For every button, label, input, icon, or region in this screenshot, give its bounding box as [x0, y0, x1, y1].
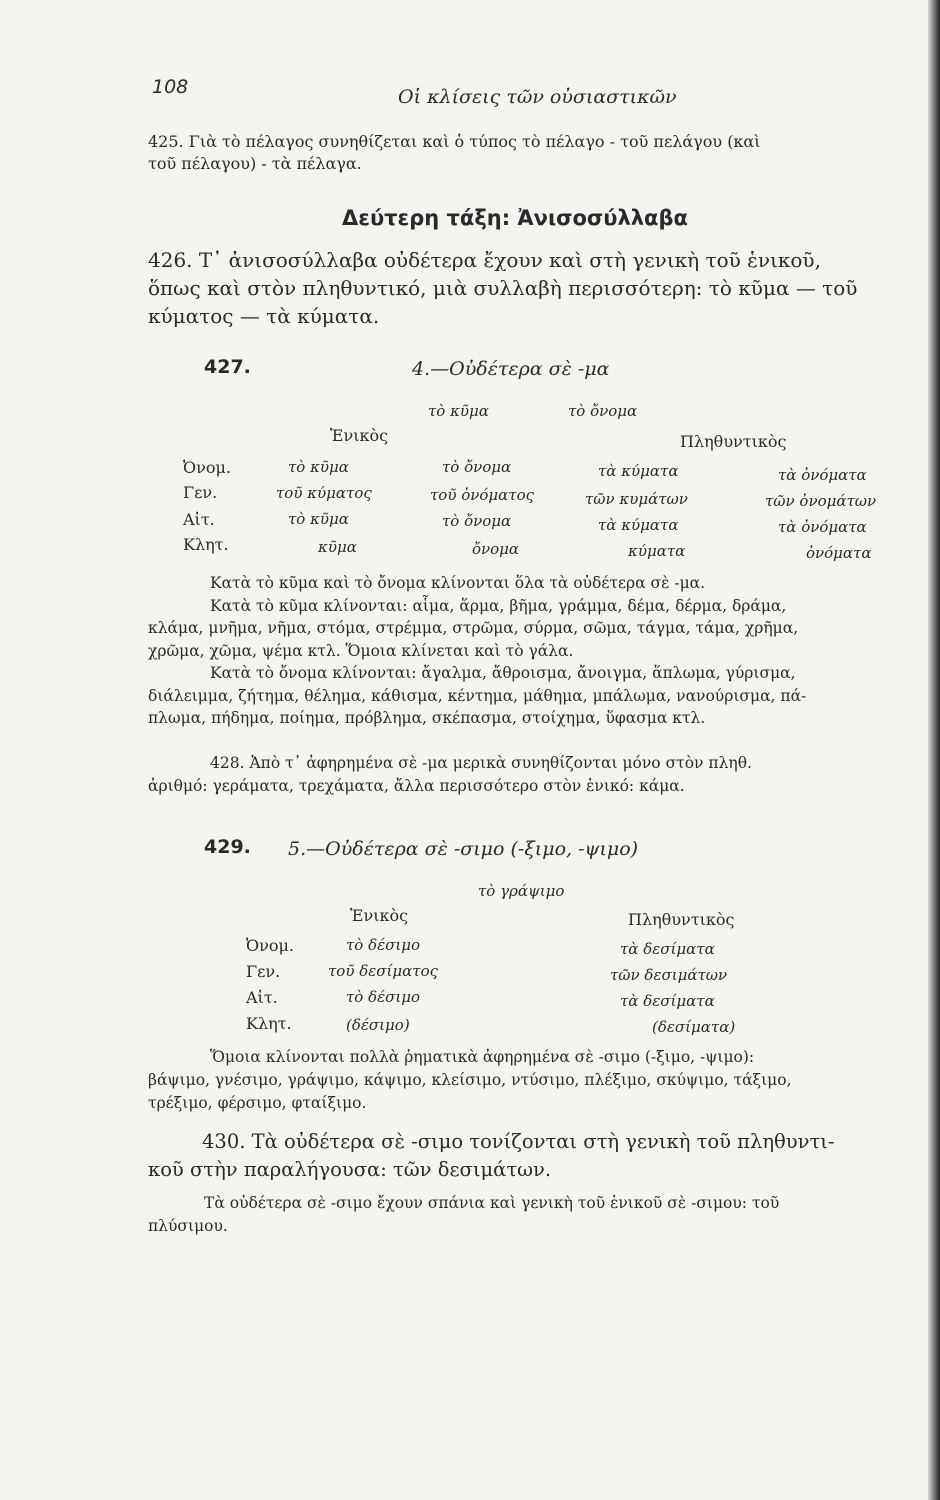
page-edge-shadow	[928, 0, 940, 1500]
table-cell: τῶν δεσιμάτων	[610, 966, 728, 984]
paragraph-line: ἀριθμό: γεράματα, τρεχάματα, ἄλλα περισσότερο στὸν ἑνικό: κάμα.	[148, 776, 685, 795]
paragraph-line: 430. Τὰ οὐδέτερα σὲ -σιμο τονίζονται στὴ γενικὴ τοῦ πληθυντι-	[202, 1130, 835, 1153]
table-cell: τὸ ὄνομα	[442, 512, 512, 530]
table-cell: τὰ κύματα	[598, 462, 679, 480]
table-cell: τοῦ ὀνόματος	[430, 486, 535, 504]
paragraph-line: κοῦ στὴν παραλήγουσα: τῶν δεσιμάτων.	[148, 1158, 552, 1181]
table-cell: τοῦ δεσίματος	[328, 962, 439, 980]
table-cell: τὸ δέσιμο	[346, 936, 421, 954]
paragraph-line: βάψιμο, γνέσιμο, γράψιμο, κάψιμο, κλείσιμο, ντύσιμο, πλέξιμο, σκύψιμο, τάξιμο,	[148, 1071, 792, 1089]
paragraph-line: κύματος — τὰ κύματα.	[148, 304, 380, 328]
paragraph-line: διάλειμμα, ζήτημα, θέλημα, κάθισμα, κέντημα, μάθημα, μπάλωμα, νανούρισμα, πά-	[148, 686, 807, 705]
table-cell: τὰ ὀνόματα	[778, 466, 867, 484]
paragraph-429-notes	[148, 1046, 938, 1115]
paragraph-line: Κατὰ τὸ κῦμα καὶ τὸ ὄνομα κλίνονται ὅλα τὰ οὐδέτερα σὲ -μα.	[210, 574, 706, 592]
paradigm-word: τὸ κῦμα	[428, 402, 489, 420]
case-label: Γεν.	[183, 483, 218, 502]
paragraph-line: 425. Γιὰ τὸ πέλαγος συνηθίζεται καὶ ὁ τύπος τὸ πέλαγο - τοῦ πελάγου (καὶ	[148, 132, 761, 151]
table-cell: τὸ δέσιμο	[346, 988, 421, 1006]
page-number: 108	[152, 76, 189, 98]
table-cell: τὸ κῦμα	[288, 458, 349, 476]
paradigm-word: τὸ γράψιμο	[478, 882, 565, 900]
paragraph-426	[148, 246, 938, 330]
table-cell: τῶν ὀνομάτων	[765, 492, 877, 510]
paradigm-word: τὸ ὄνομα	[568, 402, 638, 420]
subsection-title-427: 4.—Οὐδέτερα σὲ -μα	[412, 358, 610, 380]
table-cell: (δεσίματα)	[652, 1018, 736, 1036]
paragraph-line: πλύσιμου.	[148, 1217, 228, 1235]
table-cell: τὰ κύματα	[598, 516, 679, 534]
table-cell: τῶν κυμάτων	[585, 490, 688, 508]
table-cell: τοῦ κύματος	[276, 484, 372, 502]
paragraph-line: Τὰ οὐδέτερα σὲ -σιμο ἔχουν σπάνια καὶ γενικὴ τοῦ ἑνικοῦ σὲ -σιμου: τοῦ	[204, 1194, 780, 1212]
table-cell: τὸ κῦμα	[288, 510, 349, 528]
table-cell: τὰ ὀνόματα	[778, 518, 867, 536]
table-cell: τὰ δεσίματα	[620, 992, 715, 1010]
table-cell: τὰ δεσίματα	[620, 940, 715, 958]
paragraph-line: Κατὰ τὸ ὄνομα κλίνονται: ἄγαλμα, ἄθροισμα, ἄνοιγμα, ἅπλωμα, γύρισμα,	[210, 664, 796, 682]
paragraph-line: τρέξιμο, φέρσιμο, φταίξιμο.	[148, 1094, 367, 1112]
case-label: Ὀνομ.	[183, 458, 231, 477]
case-label: Κλητ.	[183, 535, 229, 554]
paragraph-430-note	[148, 1192, 938, 1238]
running-title: Οἱ κλίσεις τῶν οὐσιαστικῶν	[398, 86, 677, 108]
table-cell: ὄνομα	[472, 540, 520, 558]
section-number-429: 429.	[204, 836, 251, 858]
paragraph-line: κλάμα, μνῆμα, νῆμα, στόμα, στρέμμα, στρῶμα, σύρμα, σῶμα, τάγμα, τάμα, χρῆμα,	[148, 619, 799, 637]
table-cell: κύματα	[628, 542, 686, 560]
paragraph-line: πλωμα, πήδημα, ποίημα, πρόβλημα, σκέπασμα, στοίχημα, ὕφασμα κτλ.	[148, 709, 706, 727]
singular-header: Ἑνικὸς	[330, 426, 389, 445]
section-heading: Δεύτερη τάξη: Ἀνισοσύλλαβα	[342, 206, 688, 230]
paragraph-line: χρῶμα, χῶμα, ψέμα κτλ. Ὅμοια κλίνεται καὶ τὸ γάλα.	[148, 641, 574, 660]
subsection-title-429: 5.—Οὐδέτερα σὲ -σιμο (-ξιμο, -ψιμο)	[288, 838, 639, 860]
singular-header: Ἑνικὸς	[350, 906, 409, 925]
case-label: Αἰτ.	[246, 988, 278, 1007]
paragraph-line: τοῦ πέλαγου) - τὰ πέλαγα.	[148, 154, 362, 173]
paragraph-427-notes	[148, 572, 938, 730]
table-cell: τὸ ὄνομα	[442, 458, 512, 476]
plural-header: Πληθυντικὸς	[680, 432, 787, 451]
plural-header: Πληθυντικὸς	[628, 910, 735, 929]
case-label: Ὀνομ.	[246, 936, 294, 955]
table-cell: (δέσιμο)	[346, 1016, 410, 1034]
case-label: Αἰτ.	[183, 510, 215, 529]
paragraph-428	[148, 752, 938, 797]
paragraph-line: ὅπως καὶ στὸν πληθυντικό, μιὰ συλλαβὴ περισσότερη: τὸ κῦμα — τοῦ	[148, 276, 858, 300]
paragraph-425	[148, 131, 938, 175]
table-cell: ὀνόματα	[806, 544, 872, 562]
section-number-427: 427.	[204, 356, 251, 378]
case-label: Γεν.	[246, 962, 281, 981]
paragraph-430	[148, 1128, 938, 1184]
paragraph-line: 428. Ἀπὸ τ᾽ ἀφηρημένα σὲ -μα μερικὰ συνηθίζονται μόνο στὸν πληθ.	[210, 754, 752, 772]
case-label: Κλητ.	[246, 1014, 292, 1033]
paragraph-line: Ὅμοια κλίνονται πολλὰ ῥηματικὰ ἀφηρημένα σὲ -σιμο (-ξιμο, -ψιμο):	[210, 1048, 755, 1066]
paragraph-line: Κατὰ τὸ κῦμα κλίνονται: αἷμα, ἅρμα, βῆμα, γράμμα, δέμα, δέρμα, δράμα,	[210, 596, 787, 615]
paragraph-line: 426. Τ᾽ ἀνισοσύλλαβα οὐδέτερα ἔχουν καὶ στὴ γενικὴ τοῦ ἑνικοῦ,	[148, 248, 821, 272]
table-cell: κῦμα	[318, 538, 357, 556]
